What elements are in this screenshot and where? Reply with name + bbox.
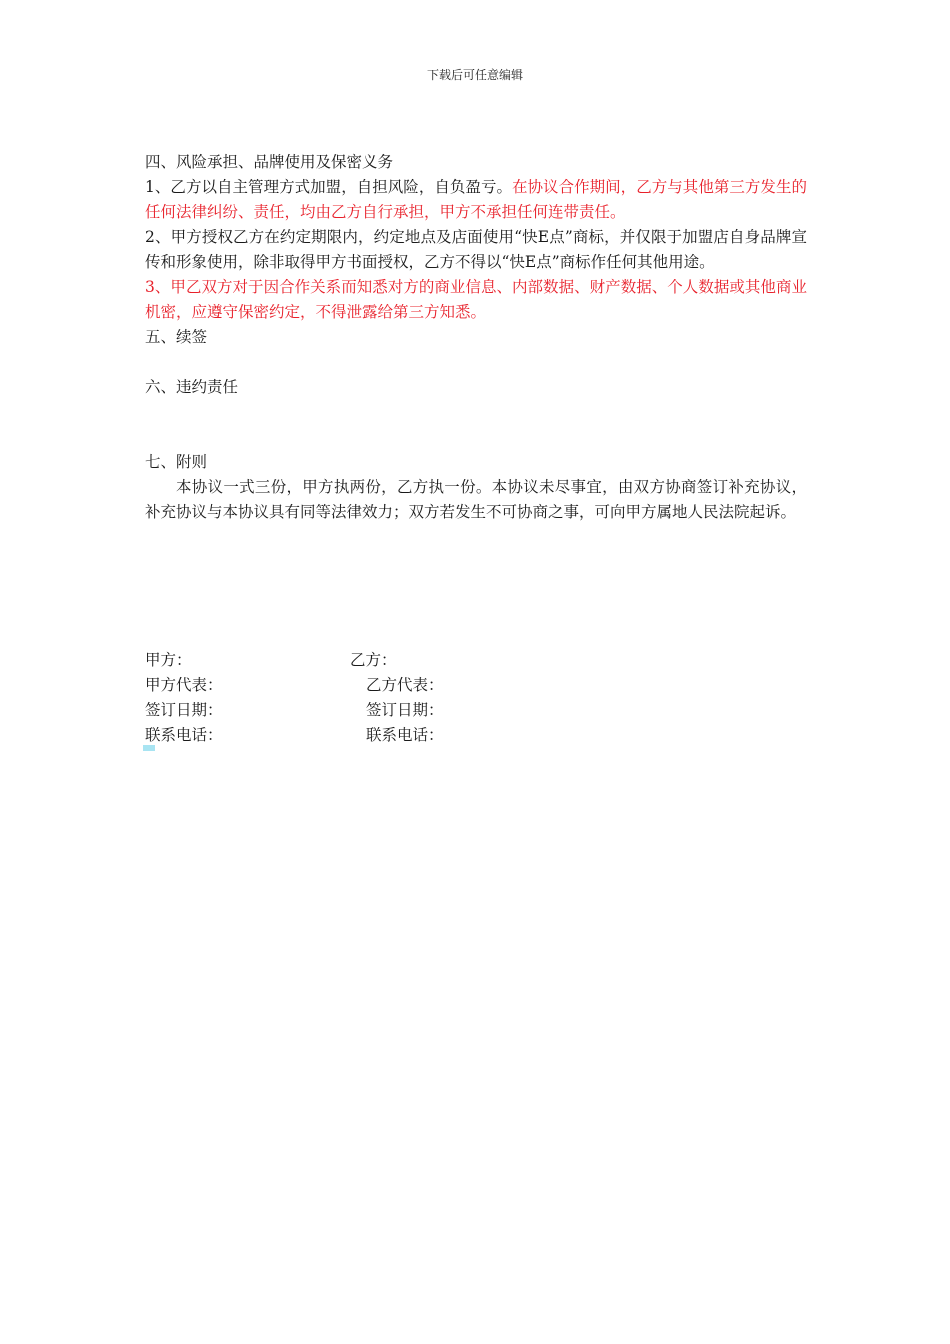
- party-b-phone-label: 联系电话：: [366, 726, 444, 744]
- signature-row-phone: [145, 723, 645, 748]
- section-4-item-2: 2、甲方授权乙方在约定期限内，约定地点及店面使用“快E点”商标，并仅限于加盟店自身品牌宣传和形象使用，除非取得甲方书面授权，乙方不得以“快E点”商标作任何其他用途。: [145, 228, 807, 271]
- signature-row-representative: [145, 673, 645, 698]
- party-a-date-label: 签订日期：: [145, 701, 223, 719]
- section-4-item-1: [145, 175, 807, 225]
- blank-lines: [145, 400, 807, 450]
- signature-row-party: [145, 648, 645, 673]
- section-5-title: 五、续签: [145, 328, 208, 346]
- section-4-item-1-text: 1、乙方以自主管理方式加盟，自担风险，自负盈亏。: [145, 178, 512, 196]
- blank-line: [145, 350, 807, 375]
- party-b-date-label: 签订日期：: [366, 701, 444, 719]
- section-4-item-3: 3、甲乙双方对于因合作关系而知悉对方的商业信息、内部数据、财产数据、个人数据或其他商业机密，应遵守保密约定，不得泄露给第三方知悉。: [145, 278, 807, 321]
- party-a-representative-label: 甲方代表：: [145, 676, 223, 694]
- party-b-label: 乙方：: [350, 651, 397, 669]
- section-7-title: 七、附则: [145, 453, 208, 471]
- page-header: 下载后可任意编辑: [426, 68, 523, 82]
- section-7-body: 本协议一式三份，甲方执两份，乙方执一份。本协议未尽事宜，由双方协商签订补充协议，补充协议与本协议具有同等法律效力；双方若发生不可协商之事，可向甲方属地人民法院起诉。: [145, 478, 807, 521]
- party-b-representative-label: 乙方代表：: [366, 676, 444, 694]
- document-body: [145, 150, 807, 525]
- section-4-title: 四、风险承担、品牌使用及保密义务: [145, 153, 394, 171]
- signature-block: [145, 648, 645, 748]
- text-cursor-highlight[interactable]: [143, 745, 155, 751]
- section-4-item-1-emphasis: 在协议合作期间，乙方与其他第三方发生的任何法律纠纷、责任，均由乙方自行承担，甲方不承担任何连带责任。: [145, 178, 807, 221]
- party-a-label: 甲方：: [145, 651, 192, 669]
- section-6-title: 六、违约责任: [145, 378, 239, 396]
- party-a-phone-label: 联系电话：: [145, 726, 223, 744]
- signature-row-date: [145, 698, 645, 723]
